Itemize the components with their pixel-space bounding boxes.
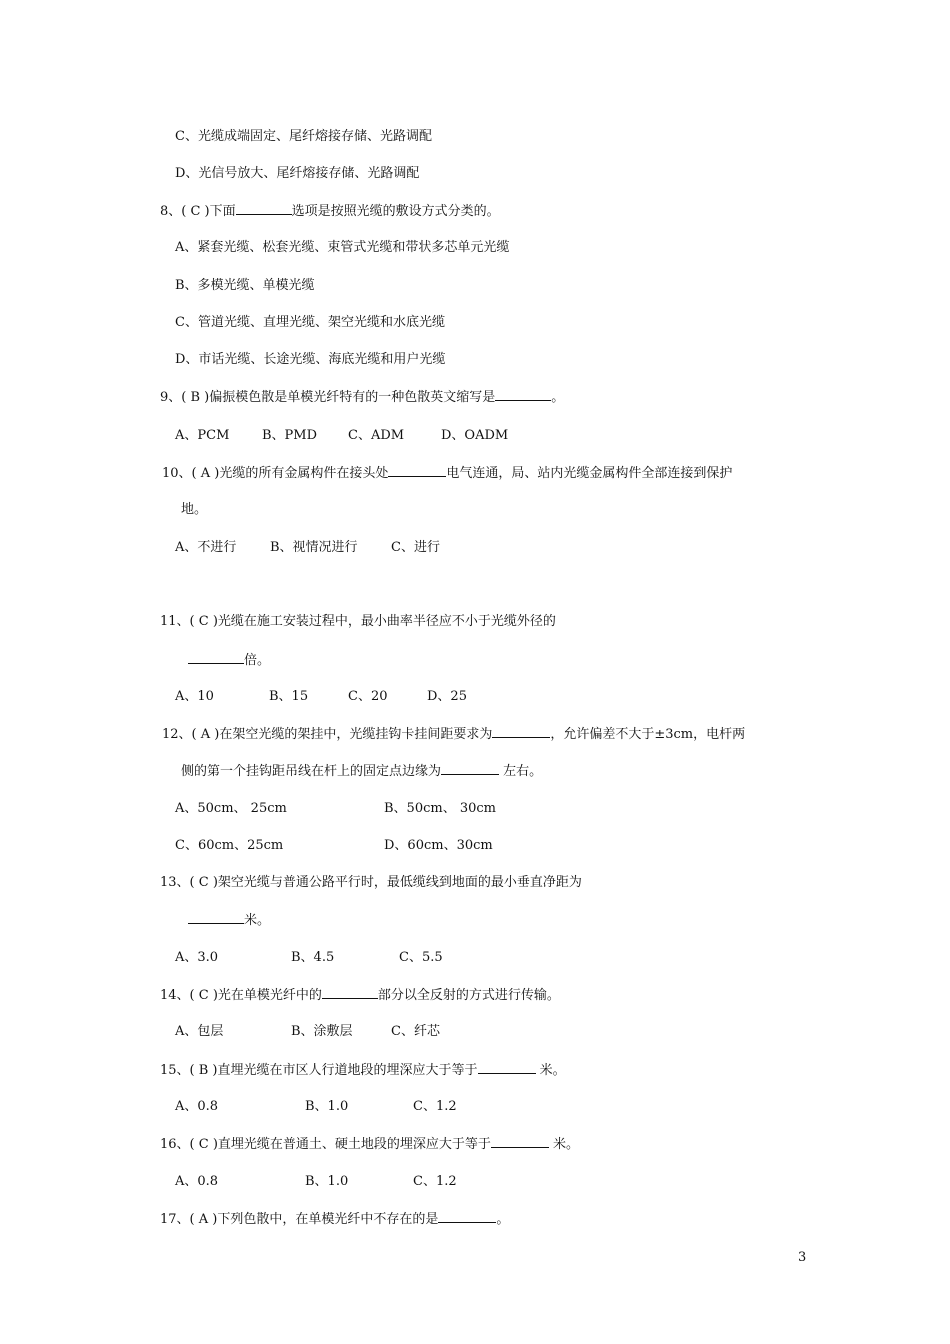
option: C、ADM [348, 428, 405, 443]
answer-blank [478, 1061, 536, 1074]
option: B、涂敷层 [291, 1024, 353, 1039]
question-text: 。 [496, 1212, 510, 1227]
option: D、OADM [441, 428, 509, 443]
options-row [175, 1098, 495, 1116]
question-text: 16、( C )直埋光缆在普通土、硬土地段的埋深应大于等于 [160, 1137, 491, 1152]
option-line: C、光缆成端固定、尾纤熔接存储、光路调配 [175, 129, 432, 144]
answer-blank [188, 651, 244, 664]
option: B、4.5 [291, 950, 335, 965]
option: C、1.2 [413, 1174, 457, 1189]
question-text: 9、( B )偏振模色散是单模光纤特有的一种色散英文缩写是 [160, 390, 496, 405]
question-12 [162, 725, 745, 744]
options-row [175, 688, 475, 706]
option: B、视情况进行 [270, 540, 358, 555]
option: A、PCM [175, 428, 230, 443]
options-row [175, 427, 535, 445]
question-text: 8、( C )下面 [160, 204, 236, 219]
question-continuation [181, 762, 542, 781]
question-14 [160, 986, 560, 1005]
question-text: 部分以全反射的方式进行传输。 [377, 988, 560, 1003]
option: C、进行 [391, 540, 440, 555]
option-line: B、多模光缆、单模光缆 [175, 278, 315, 293]
question-9 [160, 388, 564, 407]
question-text: 。 [551, 390, 565, 405]
option: D、25 [427, 689, 467, 704]
question-text: 倍。 [244, 653, 271, 668]
options-row [175, 800, 535, 818]
answer-blank [491, 1135, 549, 1148]
option: C、纤芯 [391, 1024, 440, 1039]
option: B、1.0 [305, 1174, 349, 1189]
question-15 [160, 1061, 566, 1080]
question-17 [160, 1210, 509, 1229]
answer-blank [322, 986, 378, 999]
option: A、包层 [175, 1024, 224, 1039]
options-row [175, 1173, 495, 1191]
option-line: A、紧套光缆、松套光缆、束管式光缆和带状多芯单元光缆 [175, 240, 510, 255]
question-text: 14、( C )光在单模光纤中的 [160, 988, 322, 1003]
option: A、50cm、 25cm [175, 801, 287, 816]
question-text: 侧的第一个挂钩距吊线在杆上的固定点边缘为 [181, 764, 442, 779]
option-line: D、市话光缆、长途光缆、海底光缆和用户光缆 [175, 352, 446, 367]
option: B、1.0 [305, 1099, 349, 1114]
option: A、0.8 [175, 1174, 219, 1189]
page-number: 3 [798, 1250, 807, 1265]
question-text: 米。 [244, 913, 271, 928]
option-line: C、管道光缆、直埋光缆、架空光缆和水底光缆 [175, 315, 445, 330]
question-13: 13、( C )架空光缆与普通公路平行时，最低缆线到地面的最小垂直净距为 [160, 875, 582, 890]
option: B、PMD [262, 428, 318, 443]
question-text: 电气连通，局、站内光缆金属构件全部连接到保护 [446, 466, 733, 481]
answer-blank [441, 762, 499, 775]
option: C、1.2 [413, 1099, 457, 1114]
option: D、60cm、30cm [384, 838, 493, 853]
options-row [175, 837, 535, 855]
option: C、60cm、25cm [175, 838, 284, 853]
question-text: 选项是按照光缆的敷设方式分类的。 [291, 204, 500, 219]
question-16 [160, 1135, 579, 1154]
question-text: 15、( B )直埋光缆在市区人行道地段的埋深应大于等于 [160, 1063, 478, 1078]
answer-blank [188, 911, 244, 924]
option: A、0.8 [175, 1099, 219, 1114]
option: C、5.5 [399, 950, 443, 965]
question-11: 11、( C )光缆在施工安装过程中，最小曲率半径应不小于光缆外径的 [160, 614, 556, 629]
answer-blank [438, 1210, 496, 1223]
option-line: D、光信号放大、尾纤熔接存储、光路调配 [175, 166, 420, 181]
question-text: ，允许偏差不大于±3cm，电杆两 [550, 727, 746, 742]
question-continuation: 地。 [181, 502, 208, 517]
options-row [175, 539, 475, 557]
question-text: 左右。 [499, 764, 543, 779]
question-text: 10、( A )光缆的所有金属构件在接头处 [162, 466, 389, 481]
answer-blank [492, 725, 550, 738]
options-row [175, 1023, 475, 1041]
question-continuation [188, 911, 270, 930]
question-text: 17、( A )下列色散中，在单模光纤中不存在的是 [160, 1212, 439, 1227]
answer-blank [495, 388, 551, 401]
question-10 [162, 464, 732, 483]
option: A、3.0 [175, 950, 219, 965]
option: A、不进行 [175, 540, 237, 555]
option: C、20 [348, 689, 388, 704]
answer-blank [388, 464, 446, 477]
option: A、10 [175, 689, 214, 704]
question-text: 米。 [548, 1137, 580, 1152]
option: B、50cm、 30cm [384, 801, 496, 816]
question-continuation [188, 651, 270, 670]
question-text: 米。 [535, 1063, 566, 1078]
answer-blank [236, 202, 292, 215]
option: B、15 [269, 689, 309, 704]
question-text: 12、( A )在架空光缆的架挂中，光缆挂钩卡挂间距要求为 [162, 727, 493, 742]
question-8 [160, 202, 500, 221]
options-row [175, 949, 475, 967]
